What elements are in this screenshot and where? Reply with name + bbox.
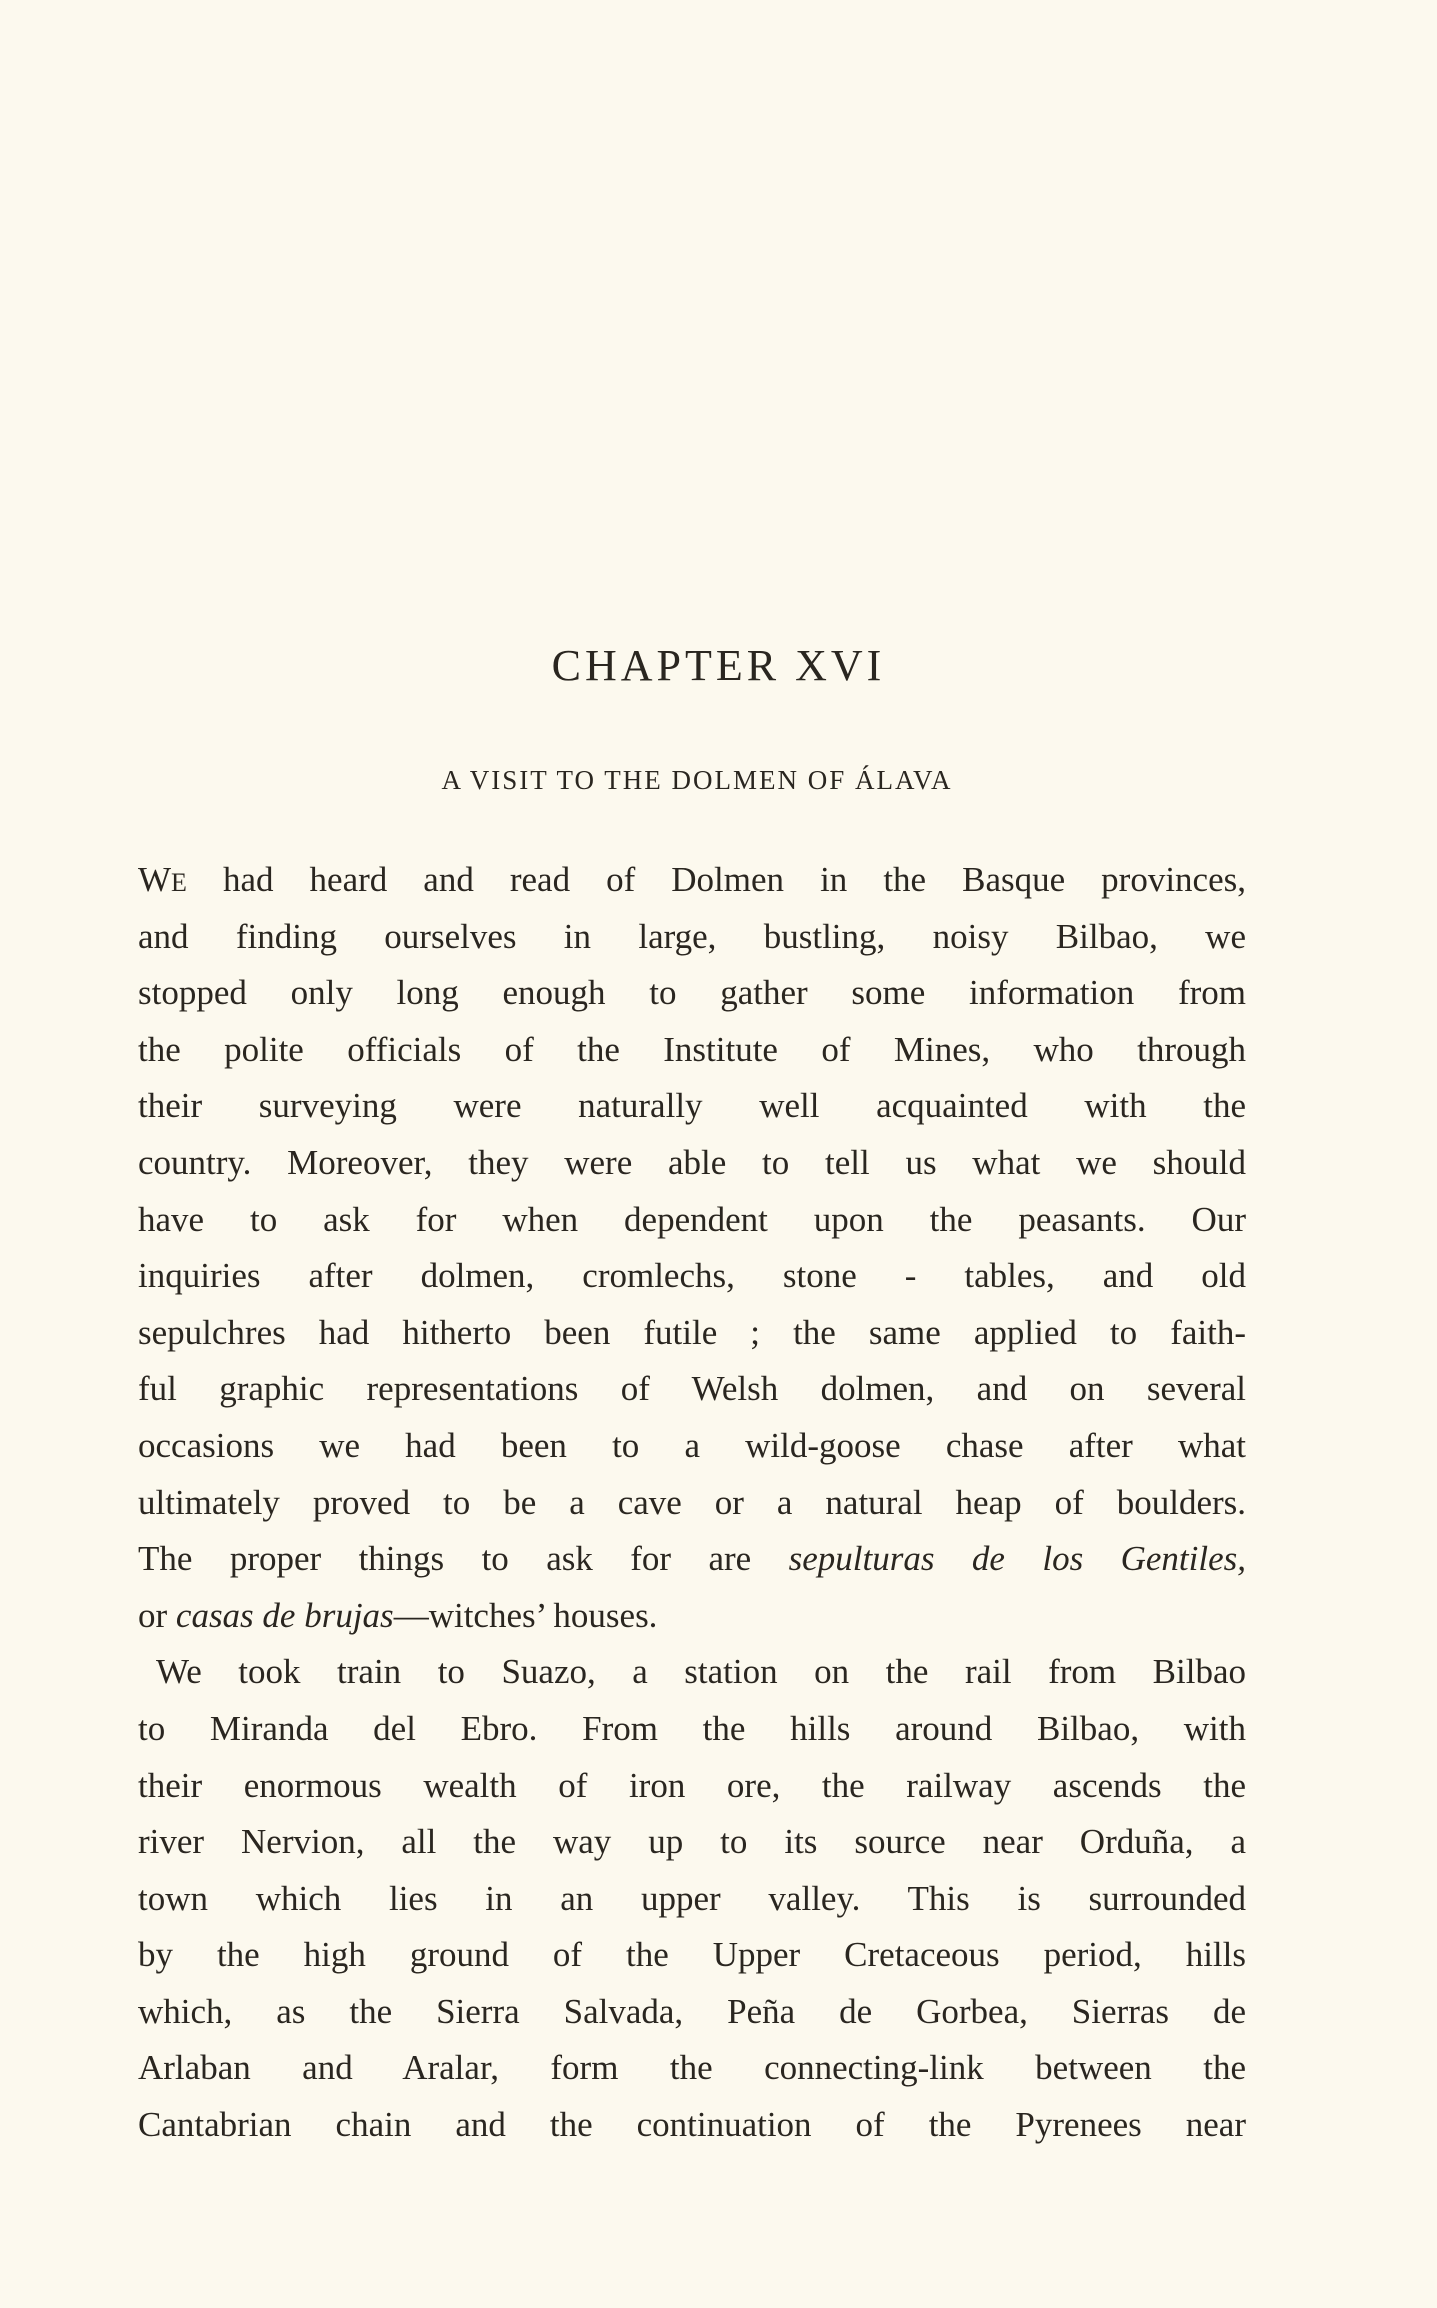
drop-initial: W — [138, 860, 172, 899]
text-line: We took train to Suazo, a station on the rail from Bilbao — [156, 1652, 1246, 1692]
text-line: Cantabrian chain and the continuation of the Pyrenees near — [138, 2105, 1246, 2145]
text-line: ultimately proved to be a cave or a natural heap of boulders. — [138, 1482, 1246, 1522]
text-line: sepulchres had hitherto been futile ; the same applied to faith- — [138, 1312, 1246, 1352]
text-line: country. Moreover, they were able to tell us what we should — [138, 1142, 1246, 1182]
text-line: river Nervion, all the way up to its source near Orduña, a — [138, 1822, 1246, 1862]
text-line: have to ask for when dependent upon the peasants. Our — [138, 1199, 1246, 1239]
text-line — [138, 852, 1246, 909]
text-line: inquiries after dolmen, cromlechs, stone - tables, and old — [138, 1256, 1246, 1296]
line-text: had heard and read of Dolmen in the Basque provinces, — [186, 860, 1246, 899]
line-text: —witches’ houses. — [393, 1595, 658, 1635]
text-line: occasions we had been to a wild-goose chase after what — [138, 1425, 1246, 1465]
text-line: stopped only long enough to gather some information from — [138, 973, 1246, 1013]
chapter-title: A VISIT TO THE DOLMEN OF ÁLAVA — [441, 765, 953, 795]
chapter-heading: CHAPTER XVI — [551, 641, 886, 690]
text-line: to Miranda del Ebro. From the hills around Bilbao, with — [138, 1708, 1246, 1748]
text-line: which, as the Sierra Salvada, Peña de Gorbea, Sierras de — [138, 1991, 1246, 2031]
italic-phrase: sepulturas de los Gentiles, — [788, 1539, 1246, 1579]
text-line: Arlaban and Aralar, form the connecting-link between the — [138, 2048, 1246, 2088]
text-line — [138, 1531, 1246, 1588]
text-line: their surveying were naturally well acquainted with the — [138, 1086, 1246, 1126]
text-line: by the high ground of the Upper Cretaceous period, hills — [138, 1935, 1246, 1975]
text-line: their enormous wealth of iron ore, the railway ascends the — [138, 1765, 1246, 1805]
text-line: and finding ourselves in large, bustling, noisy Bilbao, we — [138, 916, 1246, 956]
text-line: the polite officials of the Institute of Mines, who through — [138, 1029, 1246, 1069]
small-caps-text: E — [171, 868, 187, 897]
italic-phrase: casas de brujas — [175, 1595, 394, 1635]
text-line: town which lies in an upper valley. This is surrounded — [138, 1878, 1246, 1918]
line-text: or — [138, 1595, 176, 1635]
chapter-body — [138, 852, 1246, 2154]
text-line: ful graphic representations of Welsh dolmen, and on several — [138, 1369, 1246, 1409]
line-text: The proper things to ask for are — [138, 1539, 789, 1579]
text-line — [138, 1588, 1246, 1645]
